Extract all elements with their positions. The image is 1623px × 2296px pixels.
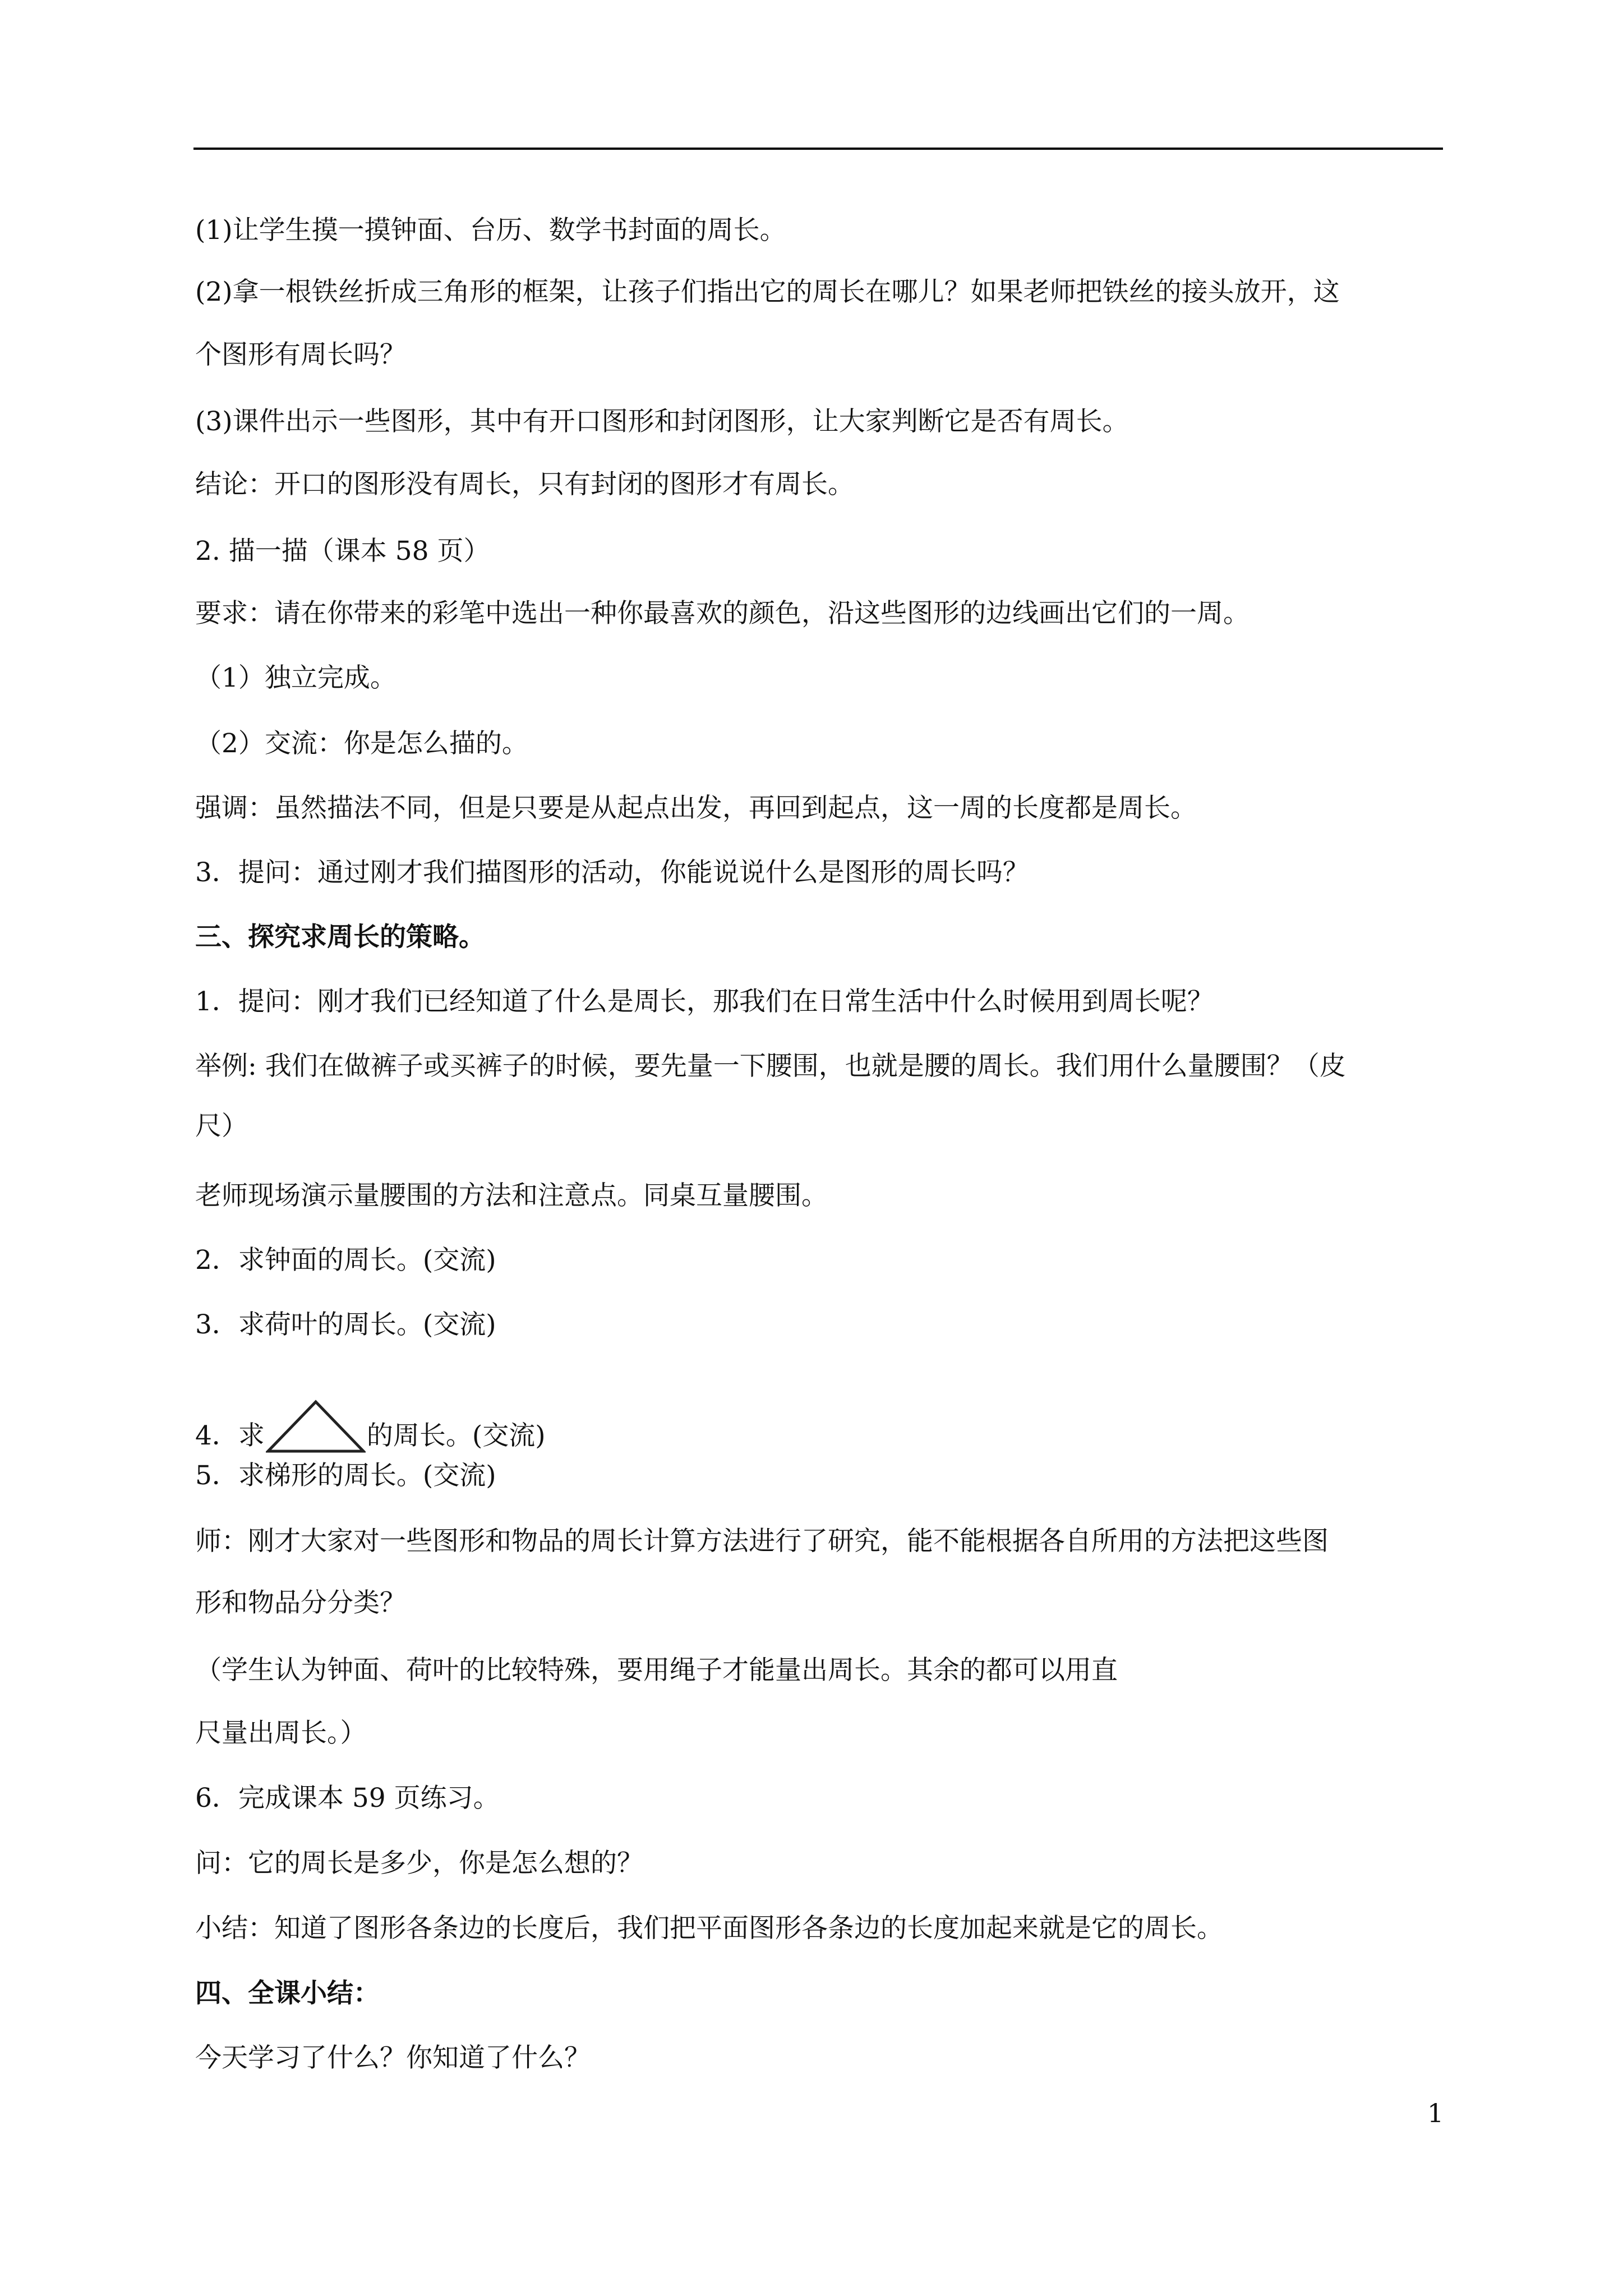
text-fragment: 的周长。(交流) [366,1420,546,1451]
text-line: (3)课件出示一些图形，其中有开口图形和封闭图形，让大家判断它是否有周长。 [195,406,1129,437]
section-heading: 三、探究求周长的策略。 [195,922,485,953]
text-line: 老师现场演示量腰围的方法和注意点。同桌互量腰围。 [195,1180,828,1211]
text-line: 3．求荷叶的周长。(交流) [195,1309,496,1340]
text-line: （2）交流：你是怎么描的。 [195,728,528,759]
text-line: （学生认为钟面、荷叶的比较特殊，要用绳子才能量出周长。其余的都可以用直 [195,1655,1118,1686]
text-line: 尺） [195,1111,248,1142]
text-line: 师：刚才大家对一些图形和物品的周长计算方法进行了研究，能不能根据各自所用的方法把这些图 [195,1526,1329,1557]
text-line: 尺量出周长。） [195,1718,367,1749]
text-line: 形和物品分分类？ [195,1588,406,1618]
text-line: 个图形有周长吗？ [195,339,406,370]
text-line: 要求：请在你带来的彩笔中选出一种你最喜欢的颜色，沿这些图形的边线画出它们的一周。 [195,598,1249,629]
header-rule [193,148,1443,150]
text-line: 结论：开口的图形没有周长，只有封闭的图形才有周长。 [195,469,854,500]
text-line: (2)拿一根铁丝折成三角形的框架，让孩子们指出它的周长在哪儿？如果老师把铁丝的接头放开，这 [195,277,1340,307]
text-line: （1）独立完成。 [195,662,396,693]
text-line: 问：它的周长是多少，你是怎么想的？ [195,1848,643,1879]
text-fragment: 4．求 [195,1420,265,1451]
text-line: 3．提问：通过刚才我们描图形的活动，你能说说什么是图形的周长吗？ [195,857,1029,888]
text-line-with-shape [195,1398,546,1455]
text-line: 6．完成课本 59 页练习。 [195,1783,500,1814]
section-heading: 四、全课小结： [195,1978,380,2009]
triangle-icon [266,1398,366,1455]
text-line: 5．求梯形的周长。(交流) [195,1460,496,1491]
page-number: 1 [1427,2098,1444,2128]
text-line: 2．求钟面的周长。(交流) [195,1245,496,1276]
text-line: 今天学习了什么？你知道了什么？ [195,2042,591,2073]
text-line: 2. 描一描（课本 58 页） [195,536,490,567]
text-line: 举例: 我们在做裤子或买裤子的时候，要先量一下腰围，也就是腰的周长。我们用什么量腰围？（皮 [195,1051,1346,1082]
text-line: (1)让学生摸一摸钟面、台历、数学书封面的周长。 [195,215,786,246]
text-line: 小结：知道了图形各条边的长度后，我们把平面图形各条边的长度加起来就是它的周长。 [195,1913,1223,1944]
text-line: 1．提问：刚才我们已经知道了什么是周长，那我们在日常生活中什么时候用到周长呢？ [195,986,1214,1017]
text-line: 强调：虽然描法不同，但是只要是从起点出发，再回到起点，这一周的长度都是周长。 [195,793,1197,823]
